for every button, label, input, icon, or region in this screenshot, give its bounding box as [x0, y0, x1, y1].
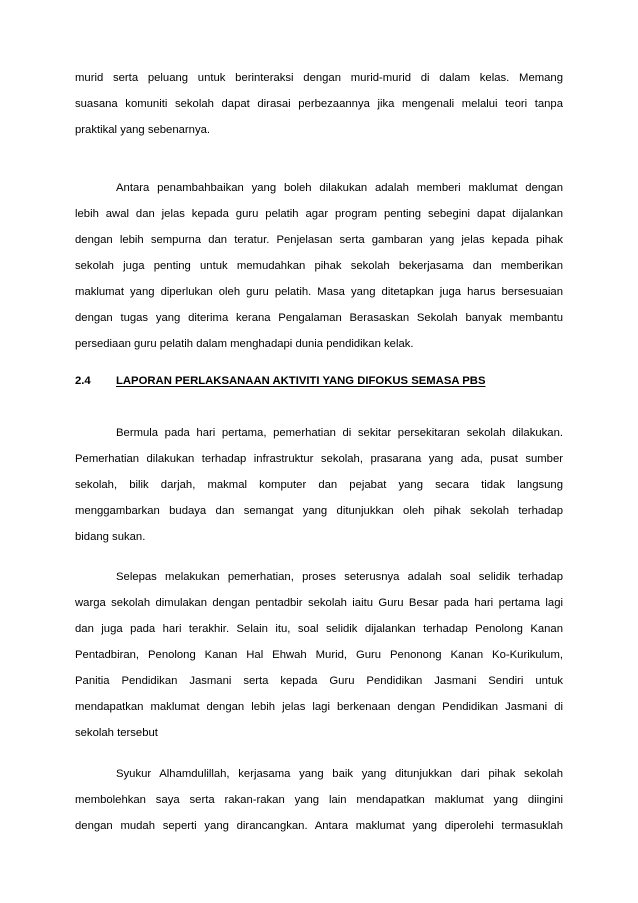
paragraph-line: persediaan guru pelatih dalam menghadapi dunia pendidikan kelak.: [75, 338, 414, 350]
paragraph-line: dan juga pada hari terakhir. Selain itu, soal selidik dijalankan terhadap Penolong Kanan: [75, 623, 563, 635]
paragraph-line: lebih awal dan jelas kepada guru pelatih agar program penting sebegini dapat dijalankan: [75, 208, 563, 220]
paragraph-line: dengan mudah seperti yang dirancangkan. Antara maklumat yang diperolehi termasuklah: [75, 820, 563, 832]
paragraph-line: Panitia Pendidikan Jasmani serta kepada Guru Pendidikan Jasmani Sendiri untuk: [75, 675, 563, 687]
paragraph-line: dengan tugas yang diterima kerana Pengalaman Berasaskan Sekolah banyak membantu: [75, 312, 563, 324]
paragraph-line: menggambarkan budaya dan semangat yang ditunjukkan oleh pihak sekolah terhadap: [75, 505, 563, 517]
section-number: 2.4: [75, 375, 91, 387]
paragraph-line: Selepas melakukan pemerhatian, proses seterusnya adalah soal selidik terhadap: [116, 571, 563, 583]
paragraph-line: sekolah tersebut: [75, 727, 158, 739]
paragraph-line: dengan lebih sempurna dan teratur. Penjelasan serta gambaran yang jelas kepada pihak: [75, 234, 563, 246]
paragraph-line: warga sekolah dimulakan dengan pentadbir sekolah iaitu Guru Besar pada hari pertama lagi: [75, 597, 563, 609]
paragraph-line: Syukur Alhamdulillah, kerjasama yang baik yang ditunjukkan dari pihak sekolah: [116, 768, 563, 780]
paragraph-line: bidang sukan.: [75, 531, 146, 543]
paragraph-line: sekolah juga penting untuk memudahkan pihak sekolah bekerjasama dan memberikan: [75, 260, 563, 272]
paragraph-line: murid serta peluang untuk berinteraksi dengan murid-murid di dalam kelas. Memang: [75, 72, 563, 84]
paragraph-line: membolehkan saya serta rakan-rakan yang lain mendapatkan maklumat yang diingini: [75, 794, 563, 806]
paragraph-line: mendapatkan maklumat dengan lebih jelas lagi berkenaan dengan Pendidikan Jasmani di: [75, 701, 563, 713]
paragraph-line: praktikal yang sebenarnya.: [75, 124, 211, 136]
paragraph-line: maklumat yang diperlukan oleh guru pelatih. Masa yang ditetapkan juga harus bersesuaian: [75, 286, 563, 298]
paragraph-line: Antara penambahbaikan yang boleh dilakukan adalah memberi maklumat dengan: [116, 182, 563, 194]
paragraph-line: Pemerhatian dilakukan terhadap infrastruktur sekolah, prasarana yang ada, pusat sumber: [75, 453, 563, 465]
paragraph-line: suasana komuniti sekolah dapat dirasai perbezaannya jika mengenali melalui teori tanpa: [75, 98, 563, 110]
section-title: LAPORAN PERLAKSANAAN AKTIVITI YANG DIFOKUS SEMASA PBS: [116, 375, 486, 387]
paragraph-line: Bermula pada hari pertama, pemerhatian di sekitar persekitaran sekolah dilakukan.: [116, 427, 563, 439]
paragraph-line: Pentadbiran, Penolong Kanan Hal Ehwah Murid, Guru Penonong Kanan Ko-Kurikulum,: [75, 649, 563, 661]
paragraph-line: sekolah, bilik darjah, makmal komputer dan pejabat yang secara tidak langsung: [75, 479, 563, 491]
